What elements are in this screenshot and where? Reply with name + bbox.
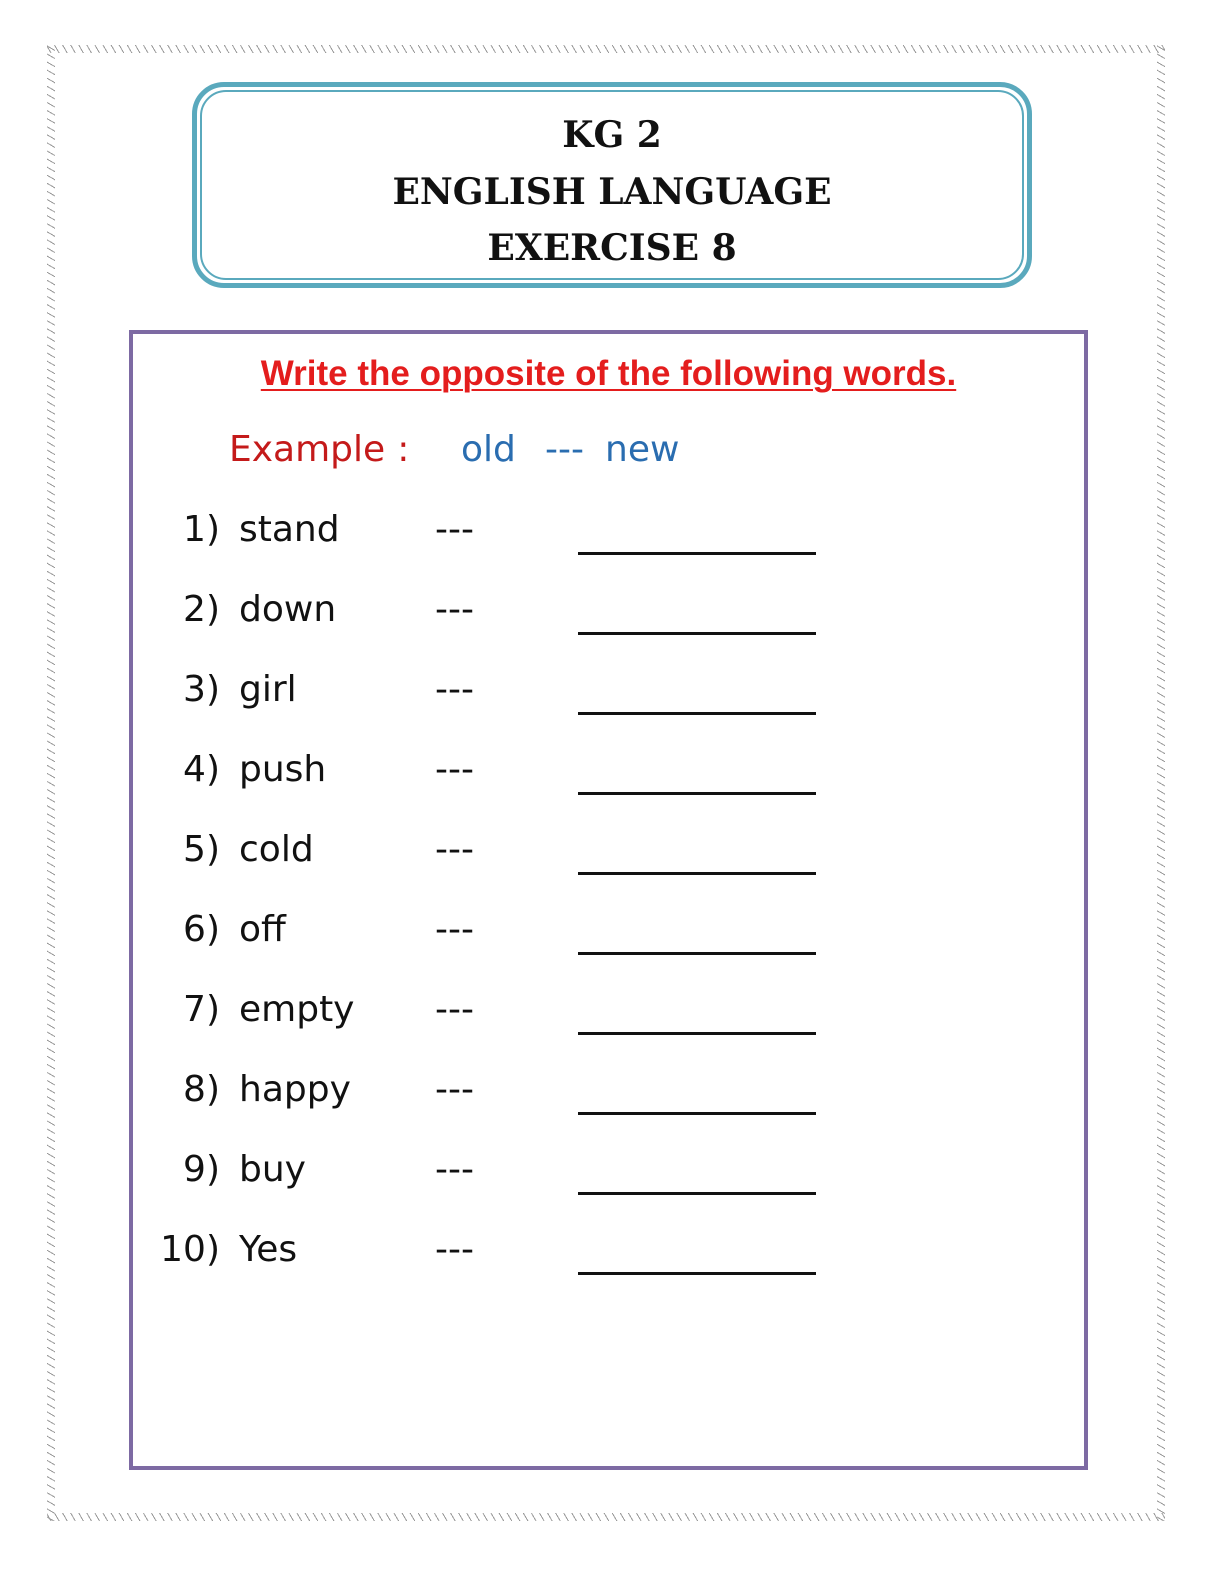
page-border-right [1157, 45, 1165, 1521]
item-separator: --- [435, 1069, 474, 1110]
exercise-title: EXERCISE 8 [487, 227, 737, 269]
example-label: Example [229, 429, 386, 470]
item-separator: --- [435, 1149, 474, 1190]
exercise-box [129, 330, 1088, 1470]
item-number: 5) [183, 829, 220, 870]
item-word: stand [239, 509, 340, 550]
example-colon: : [397, 429, 410, 470]
list-item [133, 1069, 1084, 1132]
item-word: empty [239, 989, 355, 1030]
item-number: 6) [183, 909, 220, 950]
item-word: down [239, 589, 337, 630]
answer-blank[interactable] [578, 1192, 816, 1195]
list-item [133, 909, 1084, 972]
item-number: 10) [160, 1229, 220, 1270]
item-separator: --- [435, 829, 474, 870]
answer-blank[interactable] [578, 712, 816, 715]
answer-blank[interactable] [578, 792, 816, 795]
answer-blank[interactable] [578, 1032, 816, 1035]
item-number: 9) [183, 1149, 220, 1190]
item-number: 8) [183, 1069, 220, 1110]
item-separator: --- [435, 749, 474, 790]
answer-blank[interactable] [578, 1272, 816, 1275]
page-border-bottom [47, 1513, 1165, 1521]
example-word: old [461, 429, 516, 470]
item-word: happy [239, 1069, 351, 1110]
answer-blank[interactable] [578, 872, 816, 875]
title-box [192, 82, 1032, 288]
item-number: 7) [183, 989, 220, 1030]
example-row [229, 429, 680, 470]
item-word: Yes [239, 1229, 298, 1270]
list-item [133, 989, 1084, 1052]
example-separator: --- [545, 429, 584, 470]
item-word: girl [239, 669, 297, 710]
item-word: push [239, 749, 327, 790]
answer-blank[interactable] [578, 552, 816, 555]
list-item [133, 669, 1084, 732]
example-answer: new [605, 429, 680, 470]
list-item [133, 1149, 1084, 1212]
list-item [133, 829, 1084, 892]
item-separator: --- [435, 989, 474, 1030]
item-number: 1) [183, 509, 220, 550]
subject-title: ENGLISH LANGUAGE [392, 171, 832, 213]
answer-blank[interactable] [578, 632, 816, 635]
page-border-top [47, 45, 1165, 53]
answer-blank[interactable] [578, 952, 816, 955]
list-item [133, 749, 1084, 812]
page-border-left [47, 45, 55, 1521]
list-item [133, 589, 1084, 652]
item-word: cold [239, 829, 314, 870]
item-word: off [239, 909, 286, 950]
list-item [133, 1229, 1084, 1292]
answer-blank[interactable] [578, 1112, 816, 1115]
item-number: 3) [183, 669, 220, 710]
item-separator: --- [435, 509, 474, 550]
grade-level: KG 2 [562, 114, 662, 156]
item-number: 4) [183, 749, 220, 790]
item-number: 2) [183, 589, 220, 630]
instruction: Write the opposite of the following words. [260, 354, 957, 393]
item-separator: --- [435, 909, 474, 950]
item-word: buy [239, 1149, 306, 1190]
item-separator: --- [435, 669, 474, 710]
list-item [133, 509, 1084, 572]
item-separator: --- [435, 589, 474, 630]
item-separator: --- [435, 1229, 474, 1270]
